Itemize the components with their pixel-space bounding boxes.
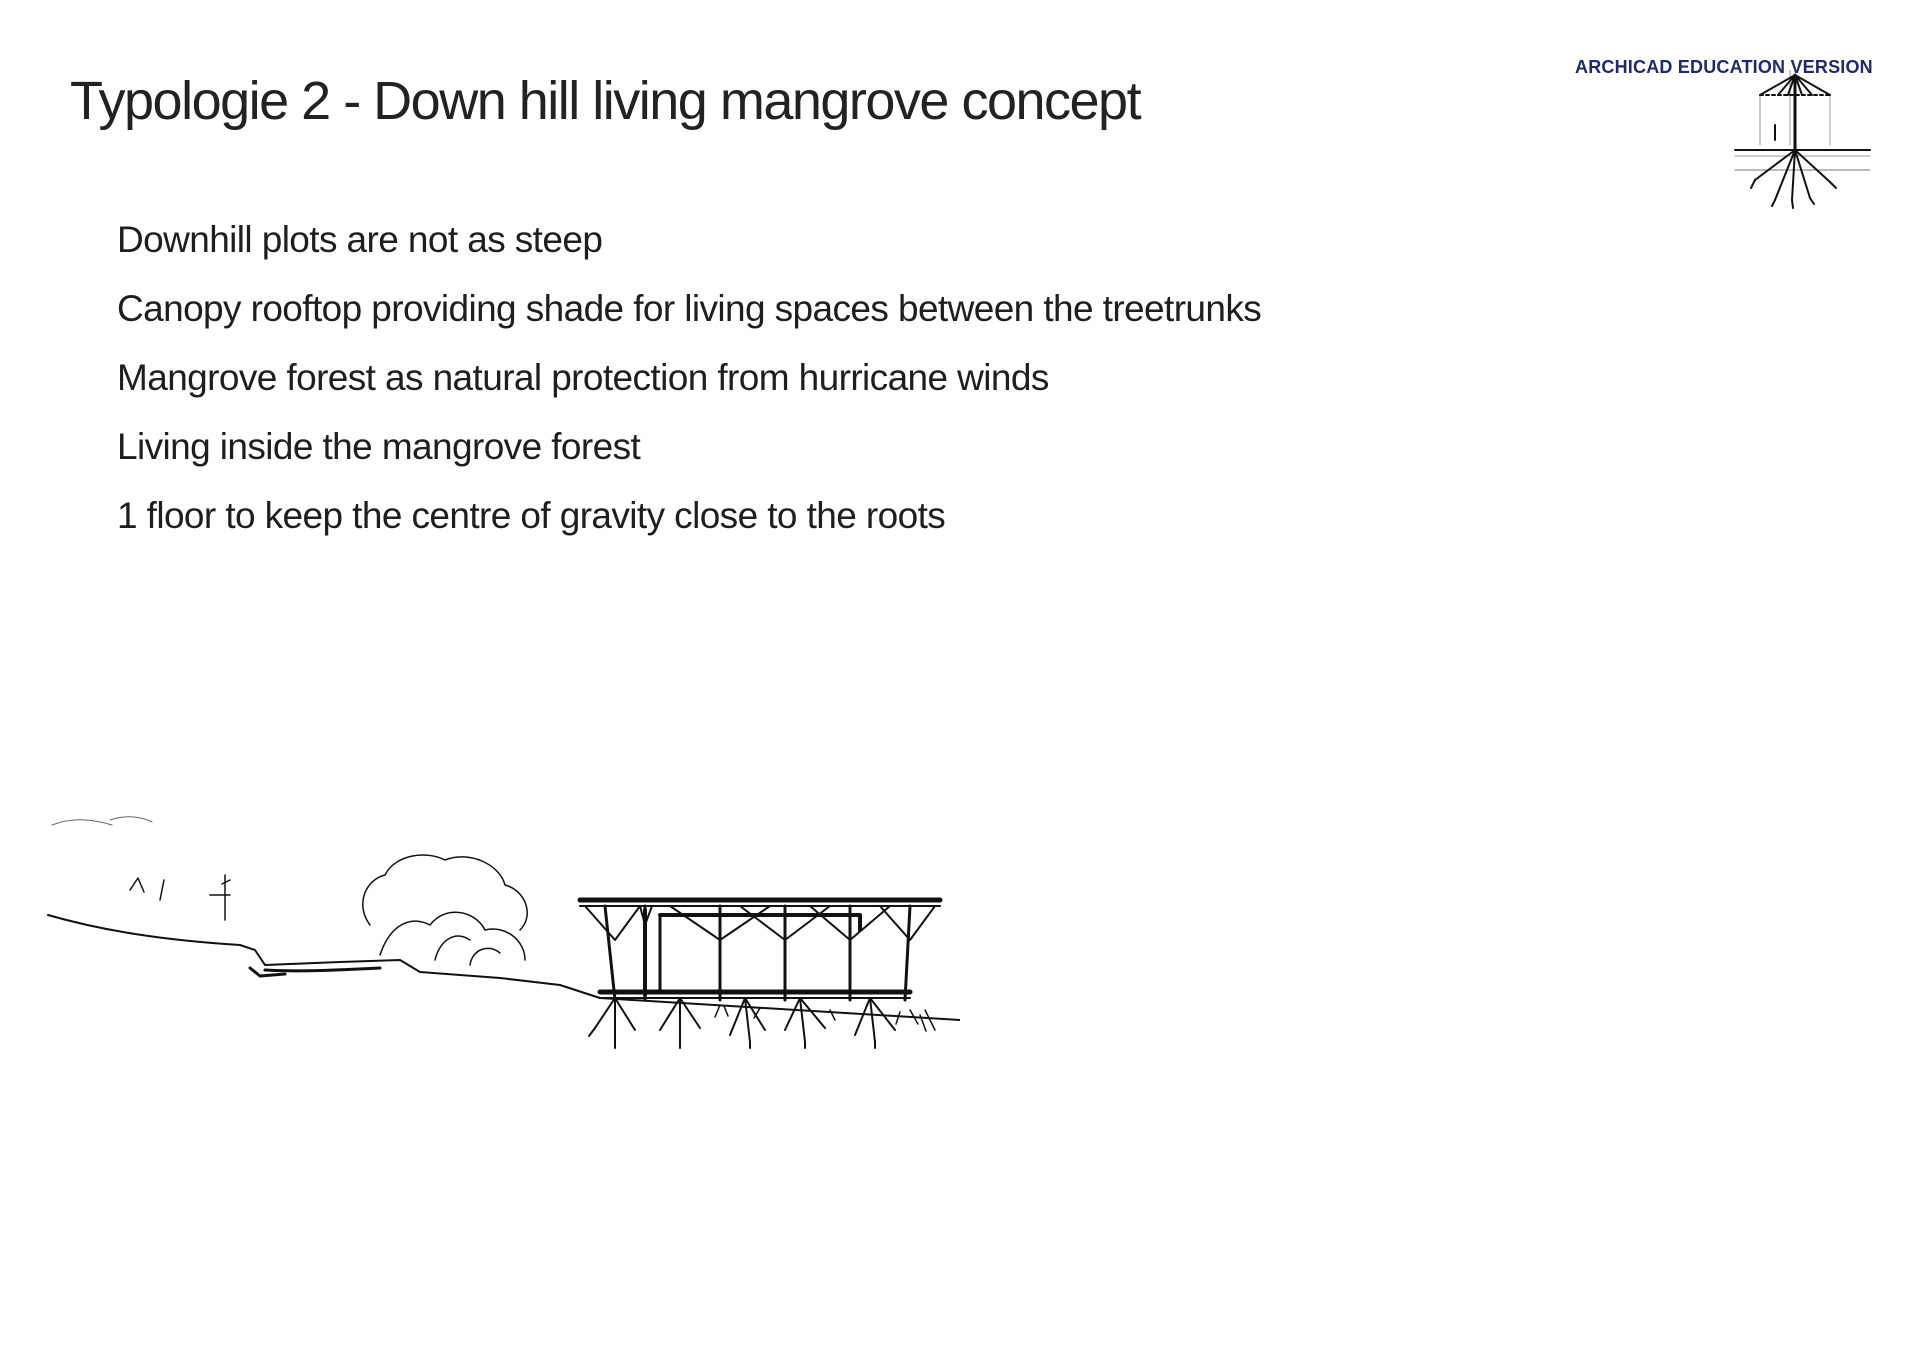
page-title: Typologie 2 - Down hill living mangrove concept: [70, 71, 1141, 131]
education-version-watermark: ARCHICAD EDUCATION VERSION: [1575, 57, 1873, 77]
concept-bullet-list: [117, 205, 1261, 550]
bullet-item: Canopy rooftop providing shade for living spaces between the treetrunks: [117, 288, 1262, 329]
mangrove-section-sketch-icon: [40, 780, 960, 1060]
mangrove-tree-sketch-icon: [1730, 70, 1880, 225]
bullet-item: Mangrove forest as natural protection from hurricane winds: [117, 357, 1049, 398]
bullet-item: Downhill plots are not as steep: [117, 219, 603, 260]
bullet-item: Living inside the mangrove forest: [117, 426, 641, 467]
bullet-item: 1 floor to keep the centre of gravity close to the roots: [117, 495, 946, 536]
